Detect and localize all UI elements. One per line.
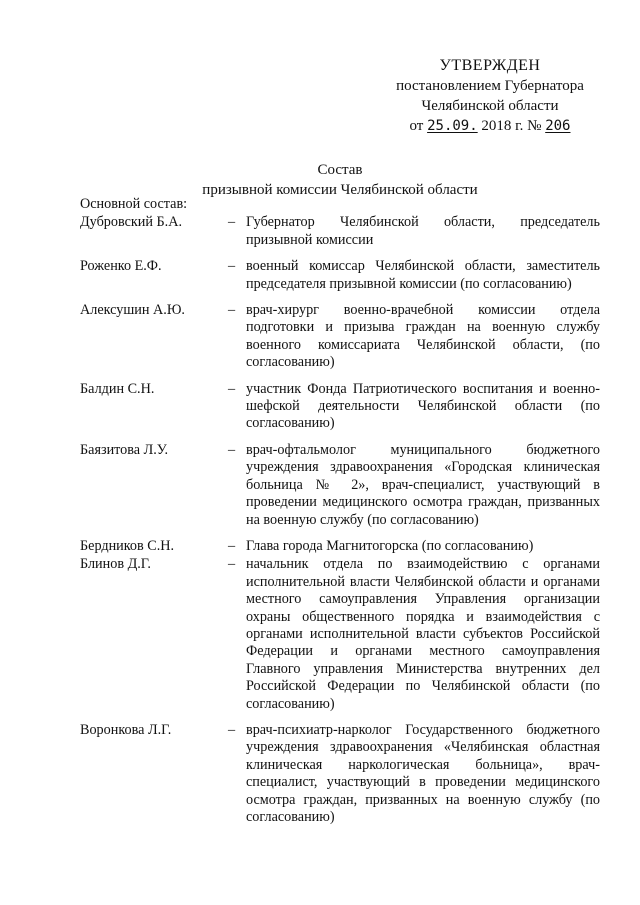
document-subtitle: призывной комиссии Челябинской области — [202, 182, 478, 198]
commission-composition — [80, 196, 600, 826]
member-row — [80, 381, 600, 433]
member-row — [80, 722, 600, 826]
approval-year-text: 2018 г. № — [481, 118, 542, 134]
member-dash: – — [228, 556, 236, 573]
member-role: начальник отдела по взаимодействию с органами исполнительной власти Челябинской области и органами местного самоуправления Управления организации охраны общественного порядка и взаимодействия с органами исполнительной власти субъектов Российской Федерации и органами местного самоуправления Главного управления Министерства внутренних дел Российской Федерации по Челябинской области (по согласованию) — [246, 556, 600, 712]
member-name: Воронкова Л.Г. — [80, 721, 172, 738]
member-dash: – — [228, 721, 236, 738]
member-role: Губернатор Челябинской области, председатель призывной комиссии — [246, 214, 600, 248]
member-row — [80, 442, 600, 529]
member-row — [80, 556, 600, 713]
member-dash: – — [228, 214, 236, 231]
member-name: Дубровский Б.А. — [80, 214, 183, 231]
member-row — [80, 302, 600, 372]
member-name: Бердников С.Н. — [80, 537, 175, 554]
member-role: участник Фонда Патриотического воспитания и военно-шефской деятельности Челябинской области (по согласованию) — [246, 380, 600, 432]
document-title: Состав — [317, 162, 363, 178]
approval-number-value: 206 — [545, 118, 571, 134]
member-name: Блинов Д.Г. — [80, 556, 151, 573]
member-role: военный комиссар Челябинской области, заместитель председателя призывной комиссии (по согласованию) — [246, 258, 600, 292]
member-dash: – — [228, 258, 236, 275]
member-dash: – — [228, 302, 236, 319]
approval-region: Челябинской области — [421, 98, 559, 114]
member-role: врач-хирург военно-врачебной комиссии отдела подготовки и призыва граждан на военную службу военного комиссариата Челябинской области, (по согласованию) — [246, 302, 600, 371]
document-heading — [0, 160, 640, 200]
member-row — [80, 538, 600, 555]
member-role: врач-психиатр-нарколог Государственного бюджетного учреждения здравоохранения «Челябинская областная клиническая наркологическая больница», врач-специалист, участвующий в проведении медицинского осмотра граждан, призванных на военную службу (по согласованию) — [246, 721, 600, 825]
member-row — [80, 258, 600, 293]
member-dash: – — [228, 537, 236, 554]
member-dash: – — [228, 380, 236, 397]
member-name: Алексушин А.Ю. — [80, 302, 185, 319]
approval-decree: постановлением Губернатора — [396, 78, 584, 94]
member-role: Глава города Магнитогорска (по согласованию) — [246, 537, 534, 554]
member-role: врач-офтальмолог муниципального бюджетного учреждения здравоохранения «Городская клиническая больница № 2», врач-специалист, участвующий в проведении медицинского осмотра граждан, призванных на военную службу (по согласованию) — [246, 441, 600, 528]
member-name: Балдин С.Н. — [80, 380, 155, 397]
member-name: Баязитова Л.У. — [80, 441, 169, 458]
approval-stamp — [380, 56, 600, 136]
approval-date-line — [380, 116, 600, 136]
member-dash: – — [228, 441, 236, 458]
approval-date-value: 25.09. — [427, 118, 478, 134]
member-row — [80, 214, 600, 249]
approval-title: УТВЕРЖДЕН — [439, 57, 541, 74]
approval-date-prefix: от — [409, 118, 424, 134]
section-label: Основной состав: — [80, 196, 188, 212]
member-name: Роженко Е.Ф. — [80, 258, 162, 275]
